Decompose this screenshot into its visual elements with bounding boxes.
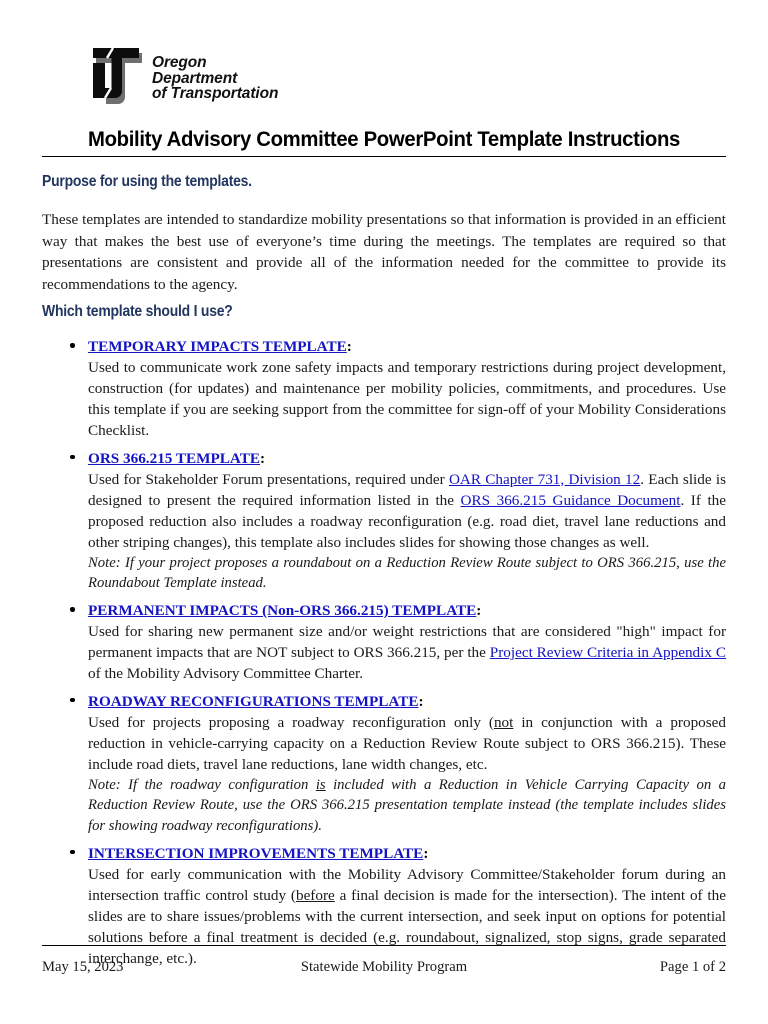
link-oar-chapter-731[interactable]: OAR Chapter 731, Division 12 [448,470,641,488]
footer-date: May 15, 2023 [42,959,124,975]
template-description [88,621,726,684]
template-description [88,469,726,553]
template-link-permanent-impacts[interactable]: PERMANENT IMPACTS (Non-ORS 366.215) TEMPLATE: [88,602,482,619]
section-heading-purpose: Purpose for using the templates. [42,173,252,190]
bullet-dot-icon [70,343,75,348]
link-project-review-criteria[interactable]: Project Review Criteria in Appendix C [489,644,726,661]
emphasis-is: is [315,776,326,793]
template-note: Note: If your project proposes a roundabout on a Reduction Review Route subject to ORS 366.215, use the Roundabout Template instead. [88,554,726,591]
link-ors-guidance-document[interactable]: ORS 366.215 Guidance Document [460,491,681,509]
desc-text: . Each slide is designed to present the required information listed in the [88,470,726,509]
list-item [42,844,726,969]
template-list [42,337,726,976]
emphasis-before: before [295,886,335,904]
footer-program: Statewide Mobility Program [300,959,468,975]
template-description [88,864,726,969]
desc-text: . If the proposed reduction also includes a roadway reconfiguration (e.g. road diet, travel lane reductions and other striping changes), this template also includes slides for showing those changes as well. [88,491,727,551]
bullet-dot-icon [70,607,75,612]
wordmark-line-3: of Transportation [152,85,279,102]
desc-text: Used for sharing new permanent size and/or weight restrictions that are considered "high" impact for permanent impacts that are NOT subject to ORS 366.215, per the [88,623,726,661]
wordmark-line-2: Department [152,69,238,87]
odot-wordmark [152,55,278,102]
page-footer [42,957,726,977]
footer-page-number: Page 1 of 2 [659,959,726,975]
desc-text: Used for early communication with the Mobility Advisory Committee/Stakeholder forum during an intersection traffic control study ( [88,865,726,904]
wordmark-line-1: Oregon [152,54,207,71]
template-note [88,775,726,837]
emphasis-not: not [493,713,514,731]
bullet-dot-icon [70,850,75,855]
odot-logo [90,44,390,106]
page-title: Mobility Advisory Committee PowerPoint Template Instructions [87,127,681,151]
template-link-intersection-improvements[interactable]: INTERSECTION IMPROVEMENTS TEMPLATE: [88,844,429,862]
template-description [88,712,726,775]
odot-t-logo-icon [90,44,148,104]
title-divider [42,156,726,157]
bullet-dot-icon [70,698,75,703]
list-item [42,601,726,684]
desc-text: of the Mobility Advisory Committee Charter. [88,665,364,682]
section-heading-which-template: Which template should I use? [42,303,233,320]
desc-text: in conjunction with a proposed reduction in vehicle-carrying capacity on a Reduction Review Route subject to ORS 366.215). These include road diets, travel lane reductions, lane width changes, etc. [88,713,726,773]
template-link-roadway-reconfigurations[interactable]: ROADWAY RECONFIGURATIONS TEMPLATE: [88,692,424,710]
footer-divider [42,945,726,946]
list-item [42,449,726,594]
list-item [42,692,726,837]
purpose-paragraph: These templates are intended to standardize mobility presentations so that information is provided in an efficient way that makes the best use of everyone’s time during the meetings. The templates are required so that presentations are consistent and provide all of the information needed for the committee to provide its recommendations to the agency. [42,211,726,293]
note-text: Note: If the roadway configuration [88,776,316,793]
template-link-temporary-impacts[interactable]: TEMPORARY IMPACTS TEMPLATE: [88,338,352,355]
desc-text: Used for projects proposing a roadway reconfiguration only ( [88,713,494,731]
template-description: Used to communicate work zone safety impacts and temporary restrictions during project development, construction (for updates) and maintenance per mobility policies, commitments, and procedures. Use this template if you are seeking support from the committee for sign-off of your Mobility Considerations Checklist. [88,359,726,439]
bullet-dot-icon [70,455,75,460]
template-link-ors-366215[interactable]: ORS 366.215 TEMPLATE: [88,449,266,467]
desc-text: Used for Stakeholder Forum presentations, required under [88,470,449,488]
note-text: included with a Reduction in Vehicle Carrying Capacity on a Reduction Review Route, use the ORS 366.215 presentation template instead (the template includes slides for showing roadway reconfigurations). [88,776,726,834]
desc-text: a final decision is made for the intersection). The intent of the slides are to share issues/problems with the current intersection, and seek input on options for potential solutions before a final treatment is decided (e.g. roundabout, signalized, stop signs, grade separated interchange, etc.). [88,886,726,967]
list-item [42,337,726,441]
